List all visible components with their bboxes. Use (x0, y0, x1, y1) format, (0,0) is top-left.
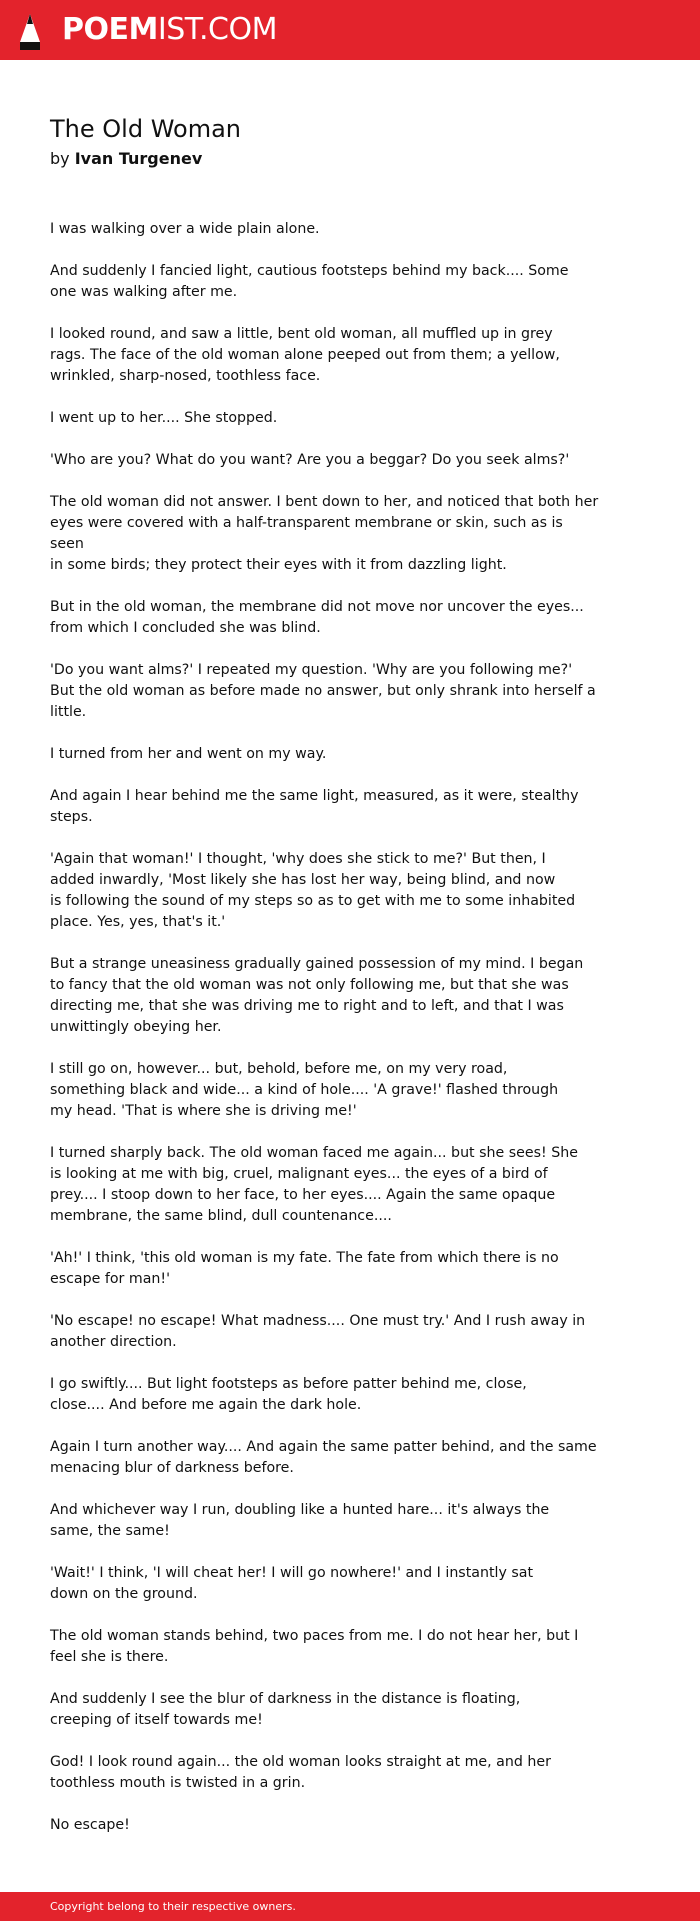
poem-line: Again I turn another way.... And again the same patter behind, and the same (50, 1439, 597, 1455)
poem-line: 'Ah!' I think, 'this old woman is my fate. The fate from which there is no (50, 1250, 559, 1266)
stanza (50, 786, 600, 828)
poem-line: But the old woman as before made no answer, but only shrank into herself a (50, 683, 596, 699)
site-footer (0, 1892, 700, 1921)
poem-line: steps. (50, 809, 93, 825)
poem-line: membrane, the same blind, dull countenance.... (50, 1208, 392, 1224)
copyright-text: Copyright belong to their respective owners. (50, 1900, 296, 1913)
poem-line: unwittingly obeying her. (50, 1019, 222, 1035)
site-header (0, 0, 700, 60)
poem-line: 'Do you want alms?' I repeated my question. 'Why are you following me?' (50, 662, 573, 678)
stanza (50, 1311, 600, 1353)
poem-line: close.... And before me again the dark hole. (50, 1397, 362, 1413)
poem-line: rags. The face of the old woman alone peeped out from them; a yellow, (50, 347, 560, 363)
poem-line: I was walking over a wide plain alone. (50, 221, 320, 237)
poem-line: 'Again that woman!' I thought, 'why does she stick to me?' But then, I (50, 851, 546, 867)
poem-line: And suddenly I fancied light, cautious footsteps behind my back.... Some (50, 263, 569, 279)
stanza (50, 1752, 600, 1794)
poem-line: in some birds; they protect their eyes with it from dazzling light. (50, 557, 507, 573)
poem-line: down on the ground. (50, 1586, 198, 1602)
author-name[interactable]: Ivan Turgenev (74, 149, 203, 168)
pen-nib-icon[interactable] (18, 12, 42, 52)
poem-line: God! I look round again... the old woman looks straight at me, and her (50, 1754, 551, 1770)
poem-line: place. Yes, yes, that's it.' (50, 914, 226, 930)
stanza (50, 1626, 600, 1668)
poem-line: is following the sound of my steps so as to get with me to some inhabited (50, 893, 576, 909)
stanza (50, 324, 600, 387)
stanza (50, 492, 600, 576)
poem-line: creeping of itself towards me! (50, 1712, 263, 1728)
poem-line: my head. 'That is where she is driving me!' (50, 1103, 357, 1119)
stanza (50, 1374, 600, 1416)
stanza (50, 219, 600, 240)
stanza (50, 744, 600, 765)
logo-text-bold: POEM (62, 12, 158, 47)
poem-line: 'Wait!' I think, 'I will cheat her! I will go nowhere!' and I instantly sat (50, 1565, 534, 1581)
stanza (50, 1143, 600, 1227)
poem-line: another direction. (50, 1334, 177, 1350)
poem-line: The old woman stands behind, two paces from me. I do not hear her, but I (50, 1628, 579, 1644)
stanza (50, 1815, 600, 1836)
poem-line: I turned sharply back. The old woman faced me again... but she sees! She (50, 1145, 578, 1161)
poem-line: I went up to her.... She stopped. (50, 410, 278, 426)
poem-line: 'Who are you? What do you want? Are you a beggar? Do you seek alms?' (50, 452, 570, 468)
stanza (50, 1500, 600, 1542)
stanza (50, 261, 600, 303)
poem-line: menacing blur of darkness before. (50, 1460, 294, 1476)
poem-line: 'No escape! no escape! What madness.... One must try.' And I rush away in (50, 1313, 586, 1329)
poem-line: feel she is there. (50, 1649, 169, 1665)
poem-line: And again I hear behind me the same light, measured, as it were, stealthy (50, 788, 579, 804)
poem-line: I go swiftly.... But light footsteps as before patter behind me, close, (50, 1376, 527, 1392)
stanza (50, 1248, 600, 1290)
stanza (50, 660, 600, 723)
poem-line: same, the same! (50, 1523, 170, 1539)
poem-line: The old woman did not answer. I bent down to her, and noticed that both her (50, 494, 599, 510)
poem-line: is looking at me with big, cruel, malignant eyes... the eyes of a bird of (50, 1166, 548, 1182)
poem-line: But in the old woman, the membrane did not move nor uncover the eyes... (50, 599, 584, 615)
poem-line: But a strange uneasiness gradually gained possession of my mind. I began (50, 956, 584, 972)
poem-line: prey.... I stoop down to her face, to her eyes.... Again the same opaque (50, 1187, 556, 1203)
byline-prefix: by (50, 149, 70, 168)
poem-line: one was walking after me. (50, 284, 238, 300)
poem-line: directing me, that she was driving me to right and to left, and that I was (50, 998, 564, 1014)
poem-line: added inwardly, 'Most likely she has lost her way, being blind, and now (50, 872, 556, 888)
poem-line: I looked round, and saw a little, bent old woman, all muffled up in grey (50, 326, 553, 342)
poem-line: escape for man!' (50, 1271, 170, 1287)
byline (50, 148, 202, 170)
stanza (50, 954, 600, 1038)
stanza (50, 450, 600, 471)
stanza (50, 849, 600, 933)
stanza (50, 1437, 600, 1479)
poem-title: The Old Woman (50, 115, 241, 143)
poem-line: to fancy that the old woman was not only following me, but that she was (50, 977, 569, 993)
poem-line: toothless mouth is twisted in a grin. (50, 1775, 306, 1791)
stanza (50, 1689, 600, 1731)
poem-body (50, 219, 600, 1857)
stanza (50, 1059, 600, 1122)
poem-line: I still go on, however... but, behold, before me, on my very road, (50, 1061, 508, 1077)
poem-line: wrinkled, sharp-nosed, toothless face. (50, 368, 321, 384)
stanza (50, 597, 600, 639)
poem-line: No escape! (50, 1817, 130, 1833)
poem-line: And whichever way I run, doubling like a hunted hare... it's always the (50, 1502, 550, 1518)
logo-text-light: IST.COM (157, 12, 277, 47)
poem-line: something black and wide... a kind of hole.... 'A grave!' flashed through (50, 1082, 559, 1098)
poem-line: I turned from her and went on my way. (50, 746, 327, 762)
poem-line: And suddenly I see the blur of darkness in the distance is floating, (50, 1691, 521, 1707)
poem-line: little. (50, 704, 87, 720)
stanza (50, 408, 600, 429)
poem-line: eyes were covered with a half-transparent membrane or skin, such as is seen (50, 515, 563, 552)
site-logo[interactable] (62, 11, 277, 49)
stanza (50, 1563, 600, 1605)
poem-line: from which I concluded she was blind. (50, 620, 321, 636)
